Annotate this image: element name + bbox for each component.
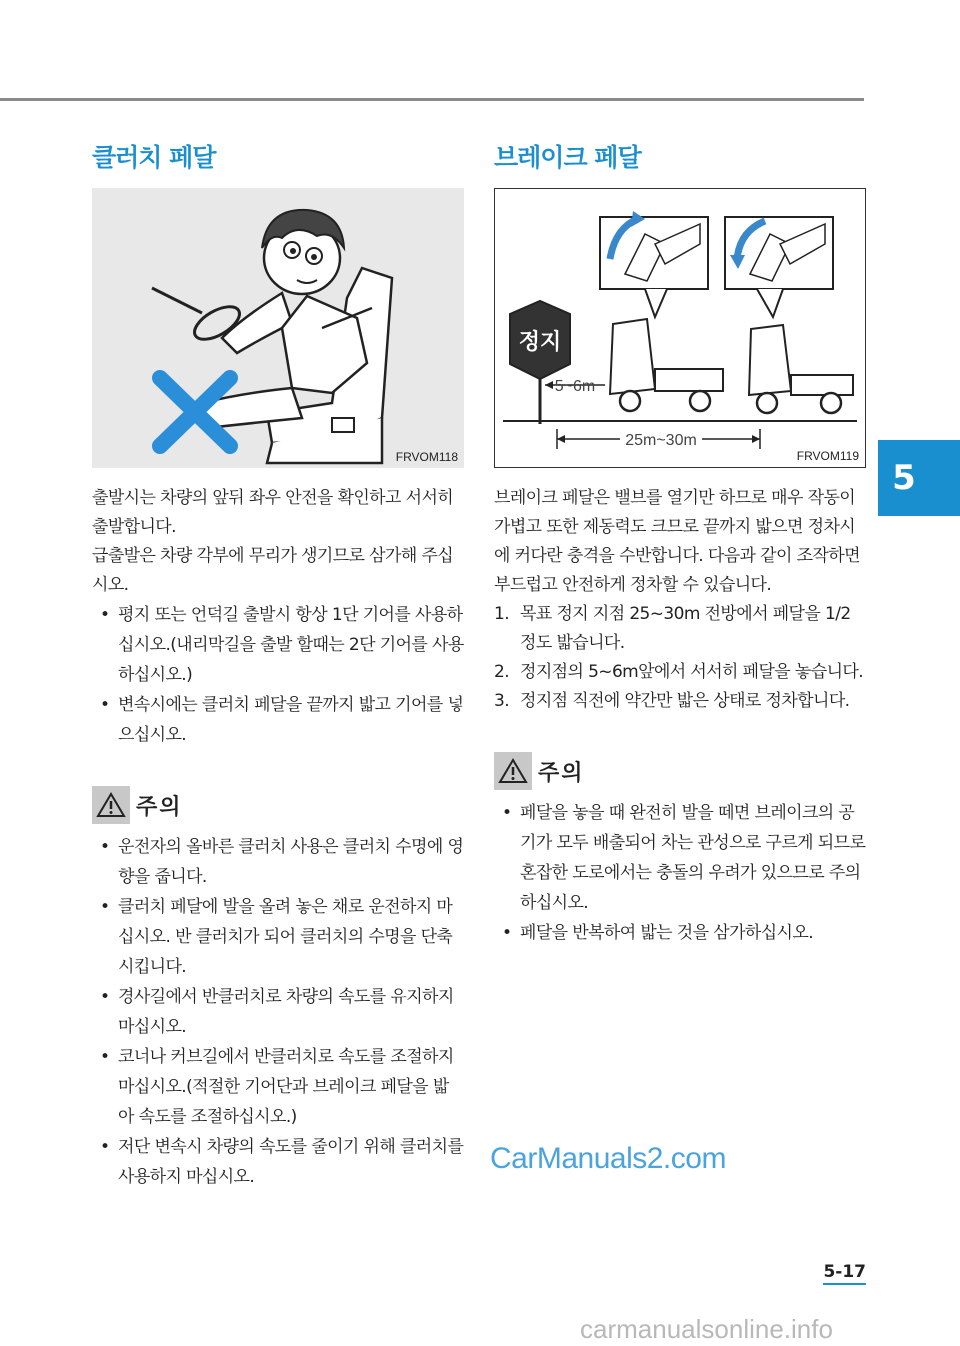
- brake-steps: [494, 600, 866, 716]
- page-number: 5-17: [823, 1262, 866, 1285]
- list-item: • 코너나 커브길에서 반클러치로 속도를 조절하지 마십시오.(적절한 기어단과 브레이크 페달을 밟아 속도를 조절하십시오.): [92, 1042, 464, 1132]
- chapter-tab: 5: [878, 440, 960, 516]
- footer-watermark: carmanualsonline.info: [580, 1314, 833, 1344]
- far-distance-label: 25m~30m: [625, 432, 697, 449]
- step-text: 목표 정지 지점 25~30m 전방에서 페달을 1/2정도 밟습니다.: [520, 604, 851, 653]
- top-rule: [0, 98, 864, 101]
- left-column: [92, 138, 464, 1192]
- near-distance-label: 5~6m: [554, 378, 596, 395]
- watermark: CarManuals2.com: [490, 1142, 726, 1175]
- brake-trucks-drawing: [495, 189, 865, 467]
- right-column: [494, 138, 866, 948]
- list-item: • 저단 변속시 차량의 속도를 줄이기 위해 클러치를 사용하지 마십시오.: [92, 1132, 464, 1192]
- list-item: [494, 658, 866, 687]
- paragraph: 출발시는 차량의 앞뒤 좌우 안전을 확인하고 서서히 출발합니다.: [92, 488, 454, 537]
- caution-label: 주의: [136, 794, 183, 820]
- step-text: 정지점 직전에 약간만 밟은 상태로 정차합니다.: [520, 691, 850, 711]
- step-number: 1.: [494, 604, 510, 624]
- clutch-driver-drawing: [92, 188, 464, 468]
- clutch-pedal-title: 클러치 페달: [92, 143, 216, 172]
- list-item: • 변속시에는 클러치 페달을 끝까지 밟고 기어를 넣으십시오.: [92, 690, 464, 750]
- list-item: • 페달을 반복하여 밟는 것을 삼가하십시오.: [494, 918, 866, 948]
- caution-header: [494, 752, 866, 790]
- list-item: • 페달을 놓을 때 완전히 발을 떼면 브레이크의 공기가 모두 배출되어 차는 관성으로 구르게 되므로 혼잡한 도로에서는 충돌의 우려가 있으므로 주의하십시오.: [494, 798, 866, 918]
- step-text: 정지점의 5~6m앞에서 서서히 페달을 놓습니다.: [520, 662, 864, 682]
- clutch-caution-list: [92, 832, 464, 1192]
- list-item: • 경사길에서 반클러치로 차량의 속도를 유지하지 마십시오.: [92, 982, 464, 1042]
- list-item: [494, 687, 866, 716]
- step-number: 2.: [494, 662, 510, 682]
- paragraph: 급출발은 차량 각부에 무리가 생기므로 삼가해 주십시오.: [92, 546, 454, 595]
- warning-triangle-icon: [494, 752, 532, 790]
- paragraph: 브레이크 페달은 밸브를 열기만 하므로 매우 작동이 가볍고 또한 제동력도 크므로 끝까지 밟으면 정차시에 커다란 충격을 수반합니다. 다음과 같이 조작하면 부드럽고 안전하게 정차할 수 있습니다.: [494, 488, 860, 595]
- list-item: • 클러치 페달에 발을 올려 놓은 채로 운전하지 마십시오. 반 클러치가 되어 클러치의 수명을 단축시킵니다.: [92, 892, 464, 982]
- clutch-bullet-list: [92, 600, 464, 750]
- brake-intro: [494, 484, 866, 600]
- warning-triangle-icon: [92, 786, 130, 824]
- figure-code: FRVOM119: [796, 449, 859, 463]
- clutch-illustration: [92, 188, 464, 468]
- clutch-intro: [92, 484, 464, 600]
- brake-caution-list: [494, 798, 866, 948]
- caution-label: 주의: [538, 760, 585, 786]
- brake-pedal-title: 브레이크 페달: [494, 143, 641, 172]
- figure-code: FRVOM118: [395, 450, 458, 464]
- caution-header: [92, 786, 464, 824]
- stop-sign-label: 정지: [518, 330, 562, 355]
- brake-illustration: [494, 188, 866, 468]
- list-item: • 평지 또는 언덕길 출발시 항상 1단 기어를 사용하십시오.(내리막길을 출발 할때는 2단 기어를 사용하십시오.): [92, 600, 464, 690]
- list-item: [494, 600, 866, 658]
- list-item: • 운전자의 올바른 클러치 사용은 클러치 수명에 영향을 줍니다.: [92, 832, 464, 892]
- step-number: 3.: [494, 691, 510, 711]
